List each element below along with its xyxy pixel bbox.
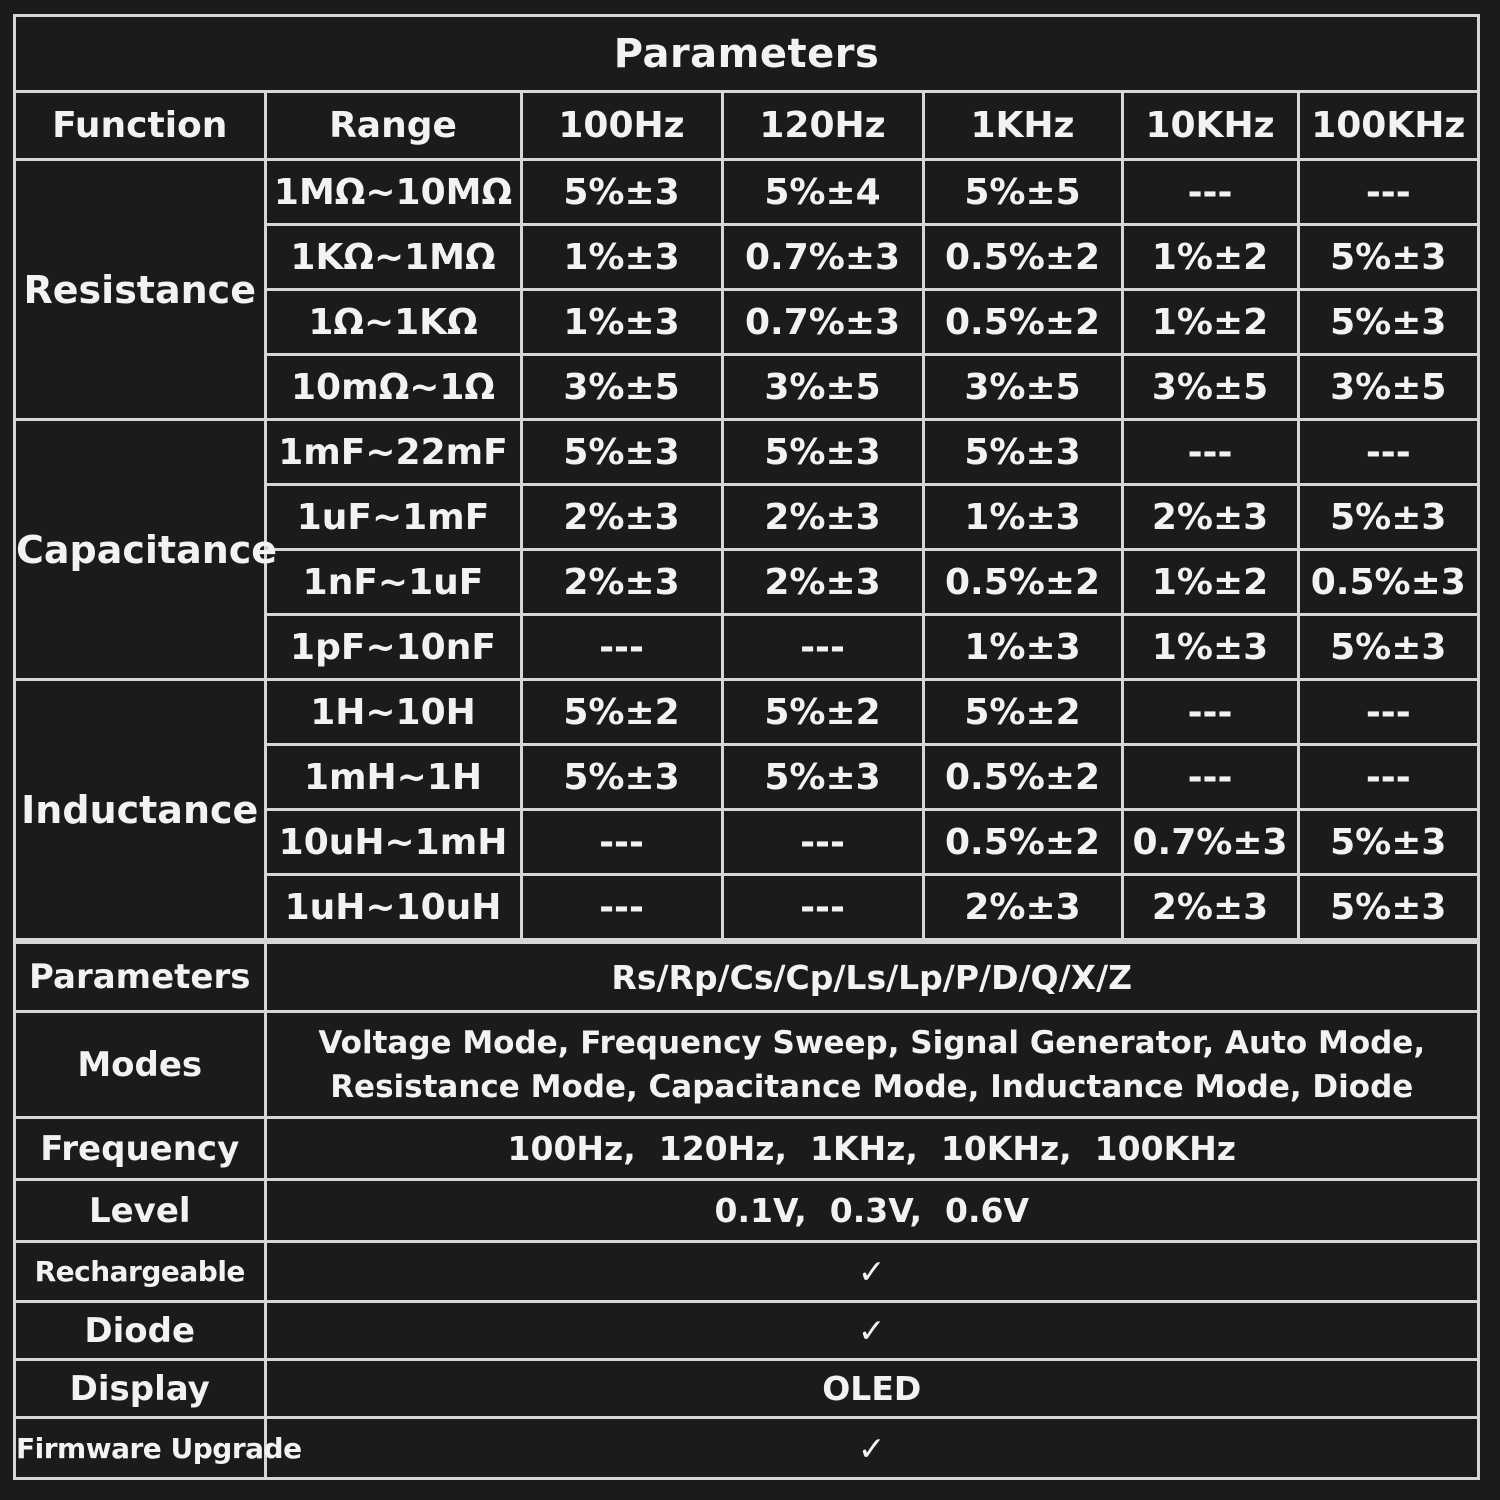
spec-row-modes xyxy=(16,1012,1477,1118)
value-cell: 5%±5 xyxy=(923,160,1122,225)
value-cell: --- xyxy=(722,615,923,680)
value-cell: 5%±2 xyxy=(923,680,1122,745)
table-row xyxy=(16,420,1477,485)
spec-row-diode xyxy=(16,1302,1477,1360)
value-cell: --- xyxy=(1298,160,1477,225)
header-row xyxy=(16,93,1477,160)
value-cell: 0.7%±3 xyxy=(722,225,923,290)
header-10khz: 10KHz xyxy=(1122,93,1298,160)
range-cell: 1pF~10nF xyxy=(265,615,521,680)
header-120hz: 120Hz xyxy=(722,93,923,160)
parameters-table-frame xyxy=(13,14,1480,1480)
spec-row-parameters xyxy=(16,943,1477,1012)
value-cell: --- xyxy=(722,810,923,875)
value-cell: 5%±3 xyxy=(521,160,722,225)
value-cell: 5%±3 xyxy=(1298,225,1477,290)
value-cell: 3%±5 xyxy=(1122,355,1298,420)
value-cell: 0.7%±3 xyxy=(722,290,923,355)
value-cell: 5%±3 xyxy=(521,420,722,485)
value-cell: 1%±3 xyxy=(521,290,722,355)
spec-row-frequency xyxy=(16,1118,1477,1180)
spec-label: Frequency xyxy=(16,1118,265,1180)
value-cell: --- xyxy=(1122,680,1298,745)
spec-label: Parameters xyxy=(16,943,265,1012)
function-inductance: Inductance xyxy=(16,680,265,940)
value-cell: --- xyxy=(521,810,722,875)
value-cell: --- xyxy=(521,615,722,680)
value-cell: 5%±3 xyxy=(923,420,1122,485)
range-cell: 10uH~1mH xyxy=(265,810,521,875)
spec-label: Level xyxy=(16,1180,265,1242)
value-cell: 1%±3 xyxy=(1122,615,1298,680)
function-capacitance: Capacitance xyxy=(16,420,265,680)
value-cell: 2%±3 xyxy=(722,550,923,615)
table-row xyxy=(16,160,1477,225)
spec-value: 100Hz, 120Hz, 1KHz, 10KHz, 100KHz xyxy=(265,1118,1477,1180)
range-cell: 1uF~1mF xyxy=(265,485,521,550)
spec-row-firmware-upgrade xyxy=(16,1418,1477,1478)
spec-row-rechargeable xyxy=(16,1242,1477,1302)
value-cell: 5%±3 xyxy=(1298,810,1477,875)
value-cell: 1%±2 xyxy=(1122,290,1298,355)
spec-value: Rs/Rp/Cs/Cp/Ls/Lp/P/D/Q/X/Z xyxy=(265,943,1477,1012)
value-cell: --- xyxy=(722,875,923,940)
value-cell: --- xyxy=(1122,160,1298,225)
table-row xyxy=(16,680,1477,745)
range-cell: 1nF~1uF xyxy=(265,550,521,615)
check-icon: ✓ xyxy=(265,1242,1477,1302)
value-cell: 5%±4 xyxy=(722,160,923,225)
value-cell: 0.5%±2 xyxy=(923,290,1122,355)
value-cell: 0.7%±3 xyxy=(1122,810,1298,875)
range-cell: 1H~10H xyxy=(265,680,521,745)
spec-label: Rechargeable xyxy=(16,1242,265,1302)
spec-table xyxy=(16,941,1477,1478)
value-cell: 0.5%±2 xyxy=(923,745,1122,810)
table-title: Parameters xyxy=(16,17,1477,93)
value-cell: 2%±3 xyxy=(1122,485,1298,550)
value-cell: 2%±3 xyxy=(1122,875,1298,940)
value-cell: 5%±2 xyxy=(521,680,722,745)
value-cell: 1%±2 xyxy=(1122,550,1298,615)
value-cell: 1%±3 xyxy=(923,615,1122,680)
value-cell: 5%±3 xyxy=(722,745,923,810)
value-cell: 0.5%±2 xyxy=(923,225,1122,290)
value-cell: 2%±3 xyxy=(923,875,1122,940)
accuracy-table xyxy=(16,93,1477,941)
value-cell: --- xyxy=(1298,745,1477,810)
value-cell: --- xyxy=(521,875,722,940)
header-function: Function xyxy=(16,93,265,160)
spec-label: Display xyxy=(16,1360,265,1418)
value-cell: 5%±3 xyxy=(1298,615,1477,680)
value-cell: --- xyxy=(1122,745,1298,810)
spec-row-display xyxy=(16,1360,1477,1418)
value-cell: --- xyxy=(1298,680,1477,745)
value-cell: 2%±3 xyxy=(722,485,923,550)
range-cell: 1MΩ~10MΩ xyxy=(265,160,521,225)
spec-value: 0.1V, 0.3V, 0.6V xyxy=(265,1180,1477,1242)
value-cell: 3%±5 xyxy=(521,355,722,420)
range-cell: 10mΩ~1Ω xyxy=(265,355,521,420)
value-cell: 1%±2 xyxy=(1122,225,1298,290)
spec-value: OLED xyxy=(265,1360,1477,1418)
spec-label: Firmware Upgrade xyxy=(16,1418,265,1478)
value-cell: 0.5%±3 xyxy=(1298,550,1477,615)
value-cell: 5%±3 xyxy=(1298,290,1477,355)
header-range: Range xyxy=(265,93,521,160)
check-icon: ✓ xyxy=(265,1418,1477,1478)
check-icon: ✓ xyxy=(265,1302,1477,1360)
value-cell: 5%±3 xyxy=(722,420,923,485)
header-1khz: 1KHz xyxy=(923,93,1122,160)
value-cell: 1%±3 xyxy=(521,225,722,290)
range-cell: 1Ω~1KΩ xyxy=(265,290,521,355)
value-cell: 2%±3 xyxy=(521,550,722,615)
range-cell: 1mH~1H xyxy=(265,745,521,810)
function-resistance: Resistance xyxy=(16,160,265,420)
value-cell: 1%±3 xyxy=(923,485,1122,550)
spec-value xyxy=(265,1012,1477,1118)
value-cell: 3%±5 xyxy=(722,355,923,420)
value-cell: 2%±3 xyxy=(521,485,722,550)
range-cell: 1KΩ~1MΩ xyxy=(265,225,521,290)
range-cell: 1uH~10uH xyxy=(265,875,521,940)
header-100khz: 100KHz xyxy=(1298,93,1477,160)
value-cell: --- xyxy=(1122,420,1298,485)
value-cell: 5%±2 xyxy=(722,680,923,745)
spec-label: Modes xyxy=(16,1012,265,1118)
value-cell: 0.5%±2 xyxy=(923,550,1122,615)
value-cell: 3%±5 xyxy=(1298,355,1477,420)
value-cell: 0.5%±2 xyxy=(923,810,1122,875)
header-100hz: 100Hz xyxy=(521,93,722,160)
spec-label: Diode xyxy=(16,1302,265,1360)
value-cell: 3%±5 xyxy=(923,355,1122,420)
modes-line-2: Resistance Mode, Capacitance Mode, Inductance Mode, Diode xyxy=(330,1068,1414,1105)
value-cell: 5%±3 xyxy=(1298,485,1477,550)
range-cell: 1mF~22mF xyxy=(265,420,521,485)
modes-line-1: Voltage Mode, Frequency Sweep, Signal Generator, Auto Mode, xyxy=(318,1024,1426,1061)
value-cell: 5%±3 xyxy=(521,745,722,810)
value-cell: 5%±3 xyxy=(1298,875,1477,940)
value-cell: --- xyxy=(1298,420,1477,485)
spec-row-level xyxy=(16,1180,1477,1242)
